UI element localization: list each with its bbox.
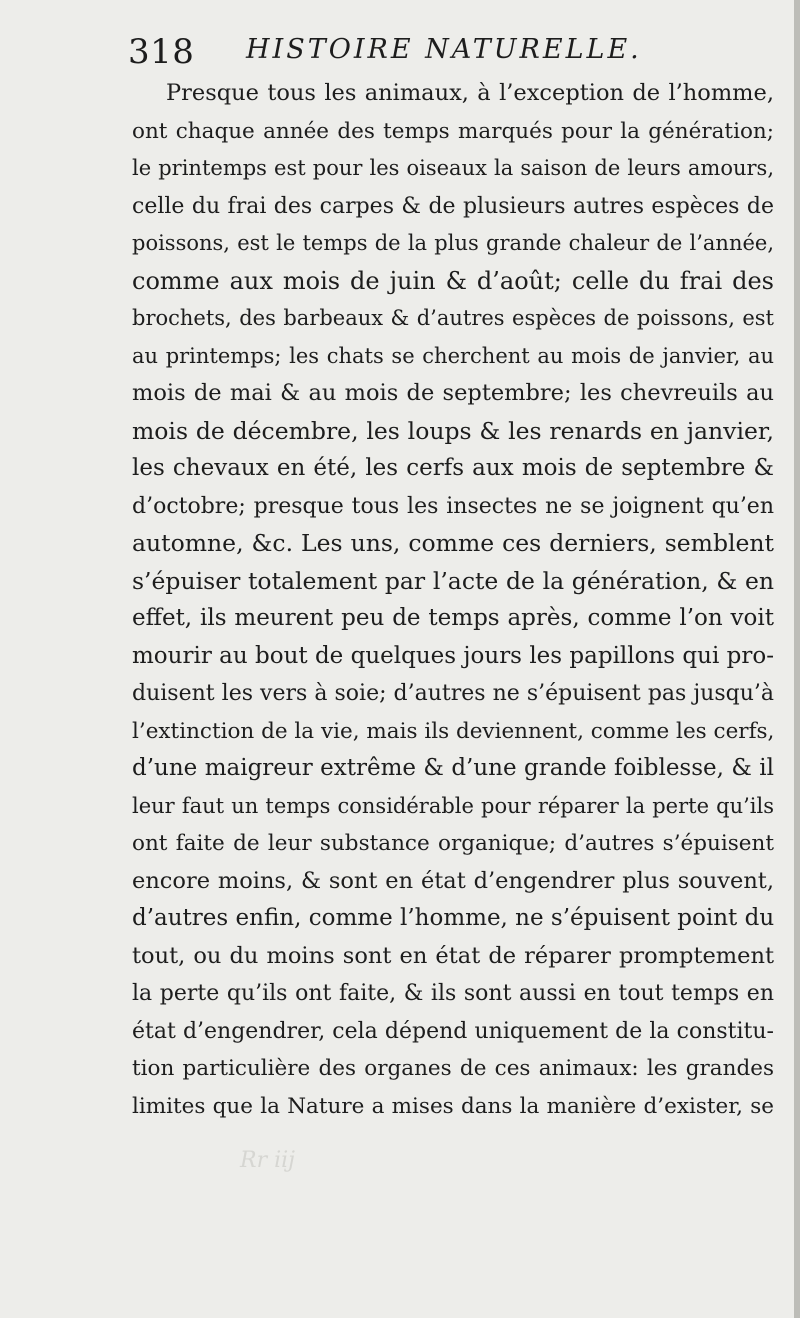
text-line: ont faite de leur substance organique; d’autres s’épuisent bbox=[132, 831, 774, 856]
text-line: la perte qu’ils ont faite, & ils sont aussi en tout temps en bbox=[132, 981, 774, 1006]
text-line: Presque tous les animaux, à l’exception de l’homme, bbox=[166, 80, 774, 106]
text-line: duisent les vers à soie; d’autres ne s’épuisent pas jusqu’à bbox=[132, 681, 774, 706]
text-line: leur faut un temps considérable pour réparer la perte qu’ils bbox=[132, 793, 774, 818]
text-line: automne, &c. Les uns, comme ces derniers, semblent bbox=[132, 529, 774, 557]
text-line: poissons, est le temps de la plus grande chaleur de l’année, bbox=[132, 231, 774, 255]
text-line: comme aux mois de juin & d’août; celle du frai des bbox=[132, 266, 774, 295]
text-line: mois de mai & au mois de septembre; les chevreuils au bbox=[132, 380, 774, 406]
text-line: d’autres enfin, comme l’homme, ne s’épuisent point du bbox=[132, 905, 775, 931]
text-line: état d’engendrer, cela dépend uniquement de la constitu- bbox=[132, 1018, 774, 1044]
text-line: l’extinction de la vie, mais ils deviennent, comme les cerfs, bbox=[132, 718, 775, 744]
text-line: ont chaque année des temps marqués pour la génération; bbox=[132, 118, 774, 144]
text-line: les chevaux en été, les cerfs aux mois de septembre & bbox=[132, 455, 774, 481]
running-header bbox=[128, 30, 648, 74]
text-line: le printemps est pour les oiseaux la saison de leurs amours, bbox=[132, 156, 774, 180]
text-line: effet, ils meurent peu de temps après, comme l’on voit bbox=[132, 605, 774, 631]
text-line: brochets, des barbeaux & d’autres espèces de poissons, est bbox=[132, 306, 774, 330]
body-text bbox=[132, 75, 774, 1125]
text-line: d’octobre; presque tous les insectes ne se joignent qu’en bbox=[132, 493, 774, 519]
text-line: encore moins, & sont en état d’engendrer plus souvent, bbox=[132, 867, 774, 894]
text-line: celle du frai des carpes & de plusieurs autres espèces de bbox=[132, 193, 774, 219]
running-title: HISTOIRE NATURELLE. bbox=[246, 34, 642, 65]
text-line: au printemps; les chats se cherchent au mois de janvier, au bbox=[132, 343, 774, 368]
text-line: d’une maigreur extrême & d’une grande foiblesse, & il bbox=[132, 755, 774, 781]
text-line: limites que la Nature a mises dans la manière d’exister, se bbox=[132, 1093, 774, 1119]
text-line: mois de décembre, les loups & les renards en janvier, bbox=[132, 416, 774, 445]
text-line: tout, ou du moins sont en état de réparer promptement bbox=[132, 942, 774, 969]
page-number: 318 bbox=[128, 32, 195, 72]
text-line: tion particulière des organes de ces animaux: les grandes bbox=[132, 1056, 774, 1081]
show-through-signature: Rr iij bbox=[240, 1148, 295, 1173]
text-line: s’épuiser totalement par l’acte de la génération, & en bbox=[132, 566, 774, 595]
text-line: mourir au bout de quelques jours les papillons qui pro- bbox=[132, 642, 774, 669]
page-edge bbox=[794, 0, 800, 1318]
